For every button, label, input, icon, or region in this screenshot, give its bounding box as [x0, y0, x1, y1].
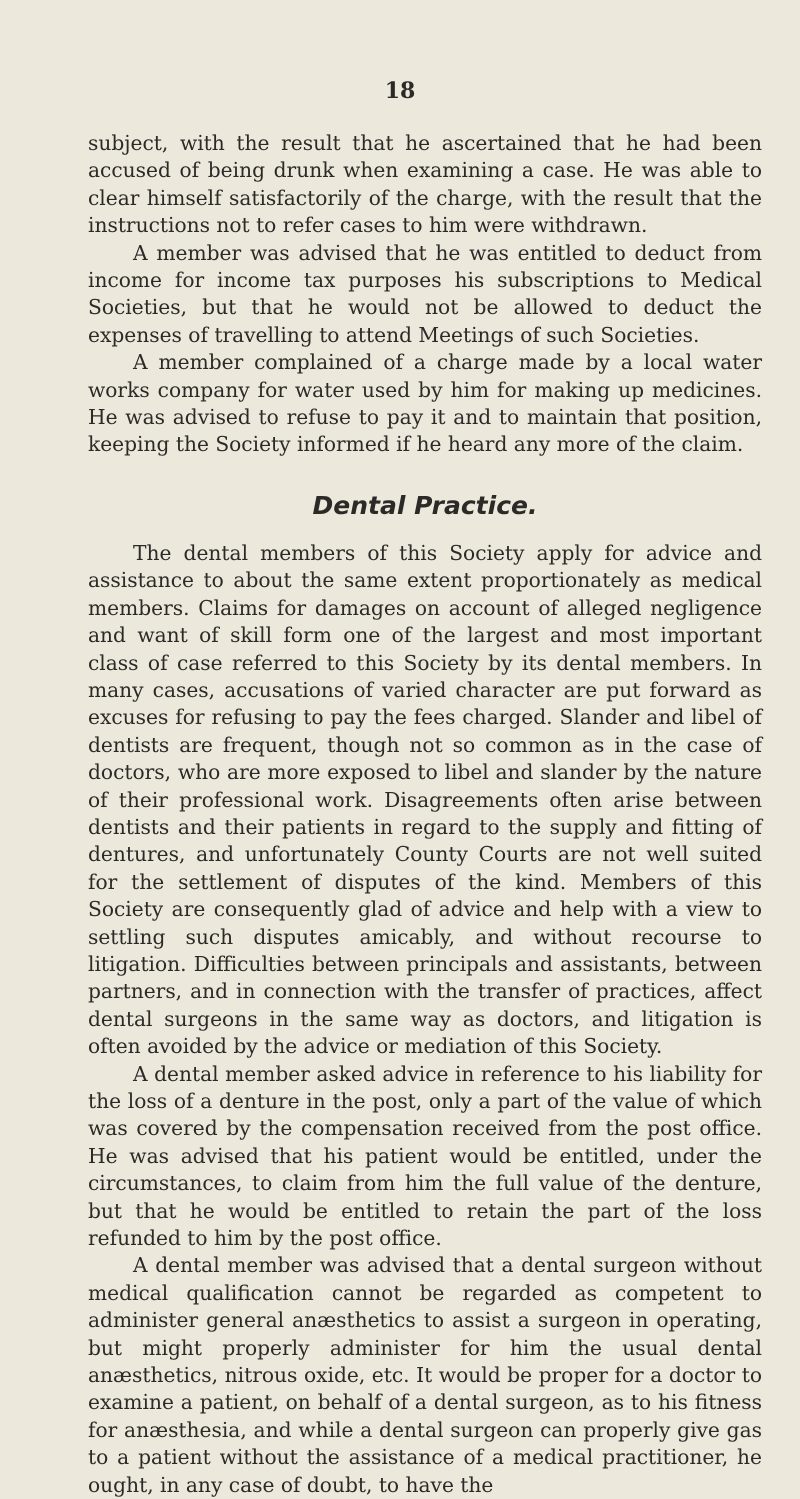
paragraph-income-tax: A member was advised that he was entitled to deduct from income for income tax purposes his subscriptions to Medical Societies, but that he would not be allowed to deduct the expenses of travelling to attend Meetings of such Societies. [88, 240, 762, 347]
paragraph-dental-overview: The dental members of this Society apply for advice and assistance to about the same extent proportionately as medical members. Claims for damages on account of alleged negligence and want of skill form one of the largest and most important class of case referred to this Society by its dental members. In many cases, accusations of varied character are put forward as excuses for refusing to pay the fees charged. Slander and libel of dentists are frequent, though not so common as in the case of doctors, who are more exposed to libel and slander by the nature of their professional work. Disagreements often arise between dentists and their patients in regard to the supply and fitting of dentures, and unfortunately County Courts are not well suited for the settlement of disputes of the kind. Members of this Society are consequently glad of advice and help with a view to settling such disputes amicably, and without recourse to litigation. Difficulties between principals and assistants, between partners, and in connection with the transfer of practices, affect dental surgeons in the same way as doctors, and litigation is often avoided by the advice or mediation of this Society. [88, 540, 762, 1059]
paragraph-anaesthetics: A dental member was advised that a dental surgeon without medical qualification cannot be regarded as competent to administer general anæsthetics to assist a surgeon in operating, but might properly administer for him the usual dental anæsthetics, nitrous oxide, etc. It would be proper for a doctor to examine a patient, on behalf of a dental surgeon, as to his fitness for anæsthesia, and while a dental surgeon can properly give gas to a patient without the assistance of a medical practitioner, he ought, in any case of doubt, to have the [88, 1253, 762, 1497]
page-number: 18 [384, 78, 416, 104]
paragraph-water-works: A member complained of a charge made by a local water works company for water used by him for making up medicines. He was advised to refuse to pay it and to maintain that position, keeping the Society informed if he heard any more of the claim. [88, 350, 762, 457]
body-text [88, 130, 762, 1499]
section-heading-dental-practice: Dental Practice. [312, 490, 538, 520]
paragraph-continued: subject, with the result that he ascertained that he had been accused of being drunk when examining a case. He was able to clear himself satisfactorily of the charge, with the result that the instructions not to refer cases to him were withdrawn. [88, 131, 762, 238]
paragraph-denture-post: A dental member asked advice in reference to his liability for the loss of a denture in the post, only a part of the value of which was covered by the compensation received from the post office. He was advised that his patient would be entitled, under the circumstances, to claim from him the full value of the denture, but that he would be entitled to retain the part of the loss refunded to him by the post office. [88, 1061, 762, 1251]
